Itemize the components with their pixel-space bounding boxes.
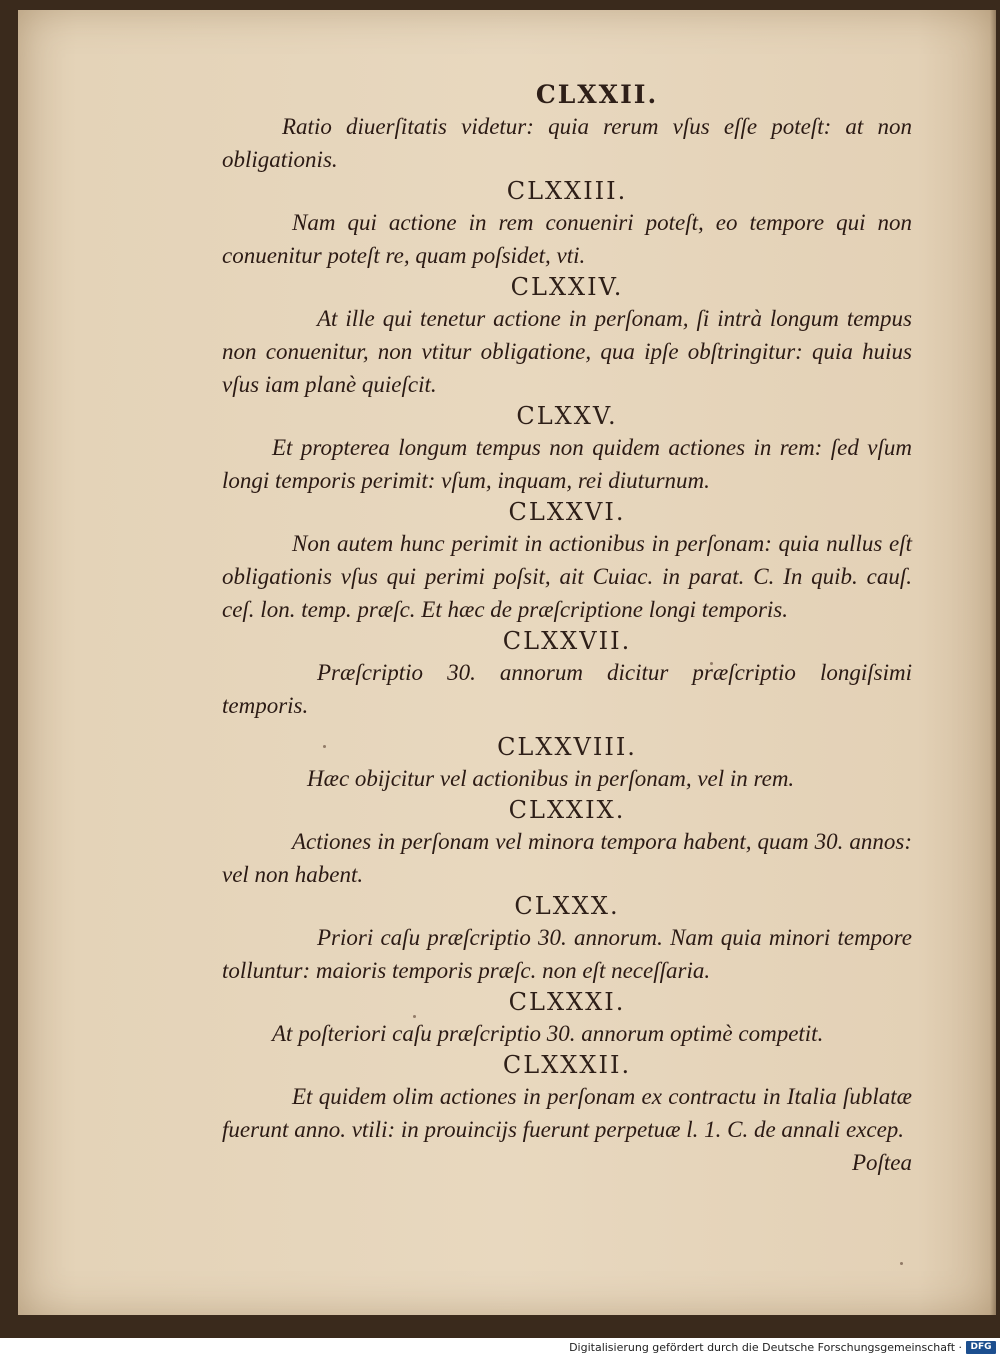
section-heading: CLXXII.: [535, 80, 659, 109]
section-text: Præſcriptio 30. annorum dicitur præſcriptio longiſsimi temporis.: [222, 660, 912, 718]
section-heading: CLXXXI.: [508, 988, 626, 1016]
section-text: Priori caſu præſcriptio 30. annorum. Nam quia minori tempore tolluntur: maioris temporis præſc. non eſt neceſſaria.: [222, 925, 912, 983]
footer-credit: Digitalisierung gefördert durch die Deutsche Forschungsgemeinschaft ·: [569, 1341, 962, 1354]
page-edge-shadow: [990, 10, 996, 1315]
section-heading: CLXXVIII.: [497, 733, 637, 761]
footer-bar: [0, 1338, 1000, 1357]
section-heading: CLXXVII.: [502, 627, 632, 655]
section-heading: CLXXV.: [516, 402, 618, 430]
section-text: Ratio diuerſitatis videtur: quia rerum vſus eſſe poteſt: at non obligationis.: [222, 114, 912, 172]
section-text: At poſteriori caſu præſcriptio 30. annorum optimè competit.: [272, 1021, 824, 1046]
page-text: [222, 80, 912, 1179]
section-text: Et propterea longum tempus non quidem actiones in rem: ſed vſum longi temporis perimit: vſum, inquam, rei diuturnum.: [222, 435, 912, 493]
catchword: Poſtea: [851, 1150, 912, 1175]
section-heading: CLXXIII.: [506, 177, 628, 205]
catchword-line: [222, 1146, 912, 1179]
dfg-logo: DFG: [966, 1341, 996, 1354]
section-text: Actiones in perſonam vel minora tempora habent, quam 30. annos: vel non habent.: [222, 829, 912, 887]
section-heading: CLXXVI.: [508, 498, 626, 526]
section-heading: CLXXIX.: [508, 796, 626, 824]
paper-speck: [900, 1262, 903, 1265]
section-text: Nam qui actione in rem conueniri poteſt, eo tempore qui non conuenitur poteſt re, quam poſsidet, vti.: [222, 210, 912, 268]
section-text: Non autem hunc perimit in actionibus in perſonam: quia nullus eſt obligationis vſus qui perimi poſsit, ait Cuiac. in parat. C. In quib. cauſ. ceſ. lon. temp. præſc. Et hæc de præſcriptione longi temporis.: [222, 531, 912, 622]
section-text: At ille qui tenetur actione in perſonam, ſi intrà longum tempus non conuenitur, non vtitur obligatione, qua ipſe obſtringitur: quia huius vſus iam planè quieſcit.: [222, 306, 912, 397]
section-heading: CLXXXII.: [502, 1051, 632, 1079]
section-text: Hæc obijcitur vel actionibus in perſonam, vel in rem.: [307, 766, 795, 791]
section-heading: CLXXX.: [514, 892, 620, 920]
section-heading: CLXXIV.: [510, 273, 624, 301]
section-text: Et quidem olim actiones in perſonam ex contractu in Italia ſublatæ fuerunt anno. vtili: in prouincijs fuerunt perpetuæ l. 1. C. de annali excep.: [222, 1084, 912, 1142]
